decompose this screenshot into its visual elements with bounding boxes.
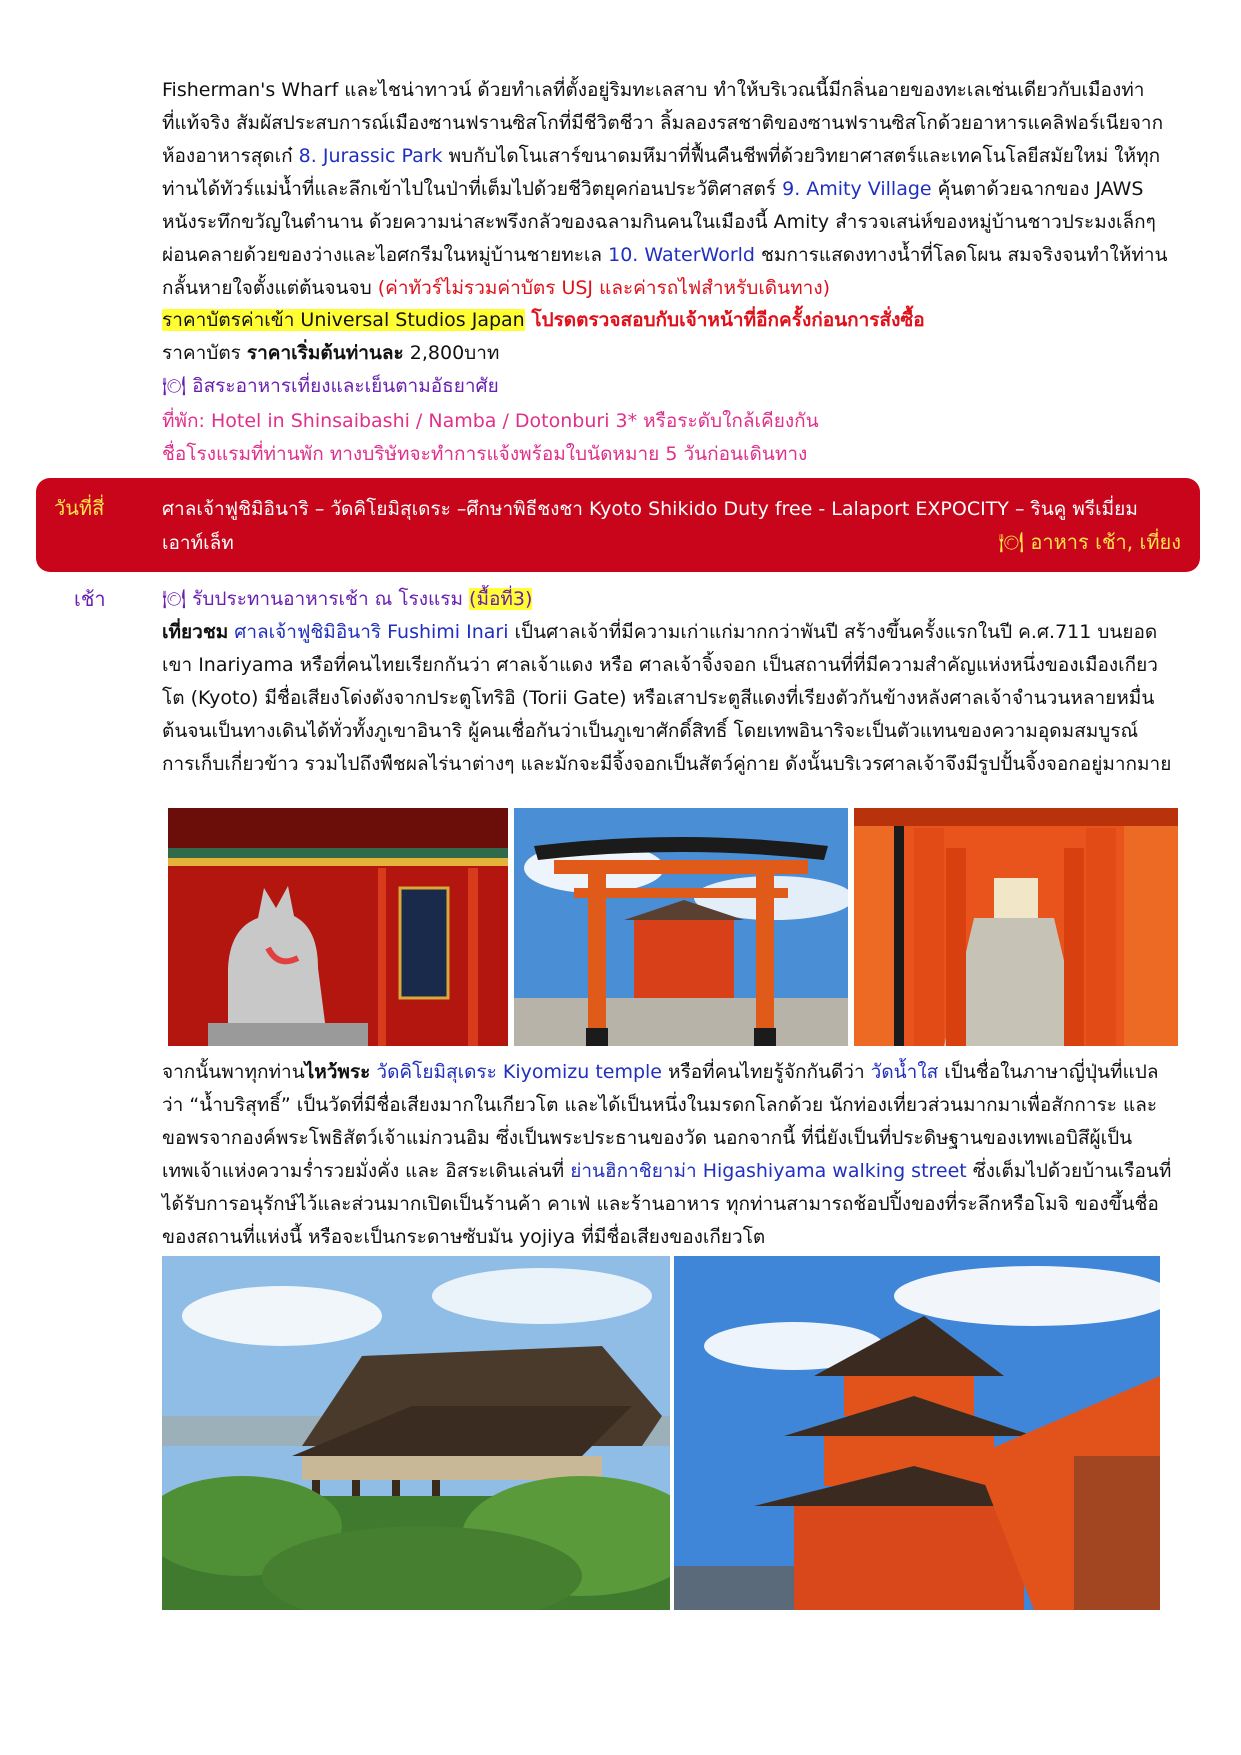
jurassic-park-link: 8. Jurassic Park [298,145,443,167]
fushimi-paragraph [162,616,1172,781]
breakfast-text: 🍽 รับประทานอาหารเช้า ณ โรงแรม [162,588,470,610]
fushimi-lead: เที่ยวชม [162,621,229,643]
kiyomizu-stage-photo [162,1256,670,1610]
ticket-line [162,304,925,337]
intro-text-3: คุ้นตาด้วยฉากของ JAWS หนังระทึกขวัญในตำนาน ด้วยความน่าสะพรึงกลัวของฉลามกินคนในเมืองนี้ Amity สำรวจเสน่ห์ของหมู่บ้านชาวประมงเล็กๆ ผ่อนคลายด้วยของว่างและไอศกรีมในหมู่บ้านชายทะเล [162,178,1156,266]
intro-text-1: Fisherman's Wharf และไชน่าทาวน์ ด้วยทำเลที่ตั้งอยู่ริมทะเลสาบ ทำให้บริเวณนี้มีกลิ่นอายของทะเลเช่นเดียวกับเมืองท่าที่แท้จริง สัมผัสประสบการณ์เมืองซานฟรานซิสโกที่มีชีวิตชีวา ลิ้มลองรสชาติของซานฟรานซิสโกด้วยอาหารแคลิฟอร์เนียจากห้องอาหารสุดเก๋ [162,79,1164,167]
kiyomizu-text-3: เป็นชื่อในภาษาญี่ปุ่นที่แปลว่า “น้ำบริสุทธิ์” เป็นวัดที่มีชื่อเสียงมากในเกียวโต และได้เป็นหนึ่งในมรดกโลกด้วย นักท่องเที่ยวส่วนมากมาเพื่อสักการะ และ ขอพรจากองค์พระโพธิสัตว์เจ้าแม่กวนอิม ซึ่งเป็นพระประธานของวัด นอกจากนี้ ที่นี่ยังเป็นที่ประดิษฐานของเทพเอบิสึผู้เป็นเทพเจ้าแห่งความร่ำรวยมั่งคั่ง และ อิสระเดินเล่นที่ [162,1061,1159,1182]
intro-paragraph [162,74,1172,305]
fox-statue-photo [168,808,508,1046]
kiyomizu-text-1: จากนั้นพาทุกท่าน [162,1061,305,1083]
kiyomizu-text-2: หรือที่คนไทยรู้จักกันดีว่า [662,1061,871,1083]
higashiyama-link: ย่านฮิกาชิยาม่า Higashiyama walking street [570,1160,967,1182]
fushimi-body: เป็นศาลเจ้าที่มีความเก่าแก่มากกว่าพันปี สร้างขึ้นครั้งแรกในปี ค.ศ.711 บนยอดเขา Inariyama หรือที่คนไทยเรียกกันว่า ศาลเจ้าแดง หรือ ศาลเจ้าจิ้งจอก เป็นสถานที่ที่มีความสำคัญแห่งหนึ่งของเมืองเกียวโต (Kyoto) มีชื่อเสียงโด่งดังจากประตูโทริอิ (Torii Gate) หรือเสาประตูสีแดงที่เรียงตัวกันข้างหลังศาลเจ้าจำนวนหลายหมื่นต้นจนเป็นทางเดินได้ทั่วทั้งภูเขาอินาริ ผู้คนเชื่อกันว่าเป็นภูเขาศักดิ์สิทธิ์ โดยเทพอินาริจะเป็นตัวแทนของความอุดมสมบูรณ์ การเก็บเกี่ยวข้าว รวมไปถึงพืชผลไร่นาต่างๆ และมักจะมีจิ้งจอกเป็นสัตว์คู่กาย ดังนั้นบริเวรศาลเจ้าจึงมีรูปปั้นจิ้งจอกอยู่มากมาย [162,621,1172,775]
amity-village-link: 9. Amity Village [782,178,932,200]
hotel-line-2: ชื่อโรงแรมที่ท่านพัก ทางบริษัทจะทำการแจ้งพร้อมใบนัดหมาย 5 วันก่อนเดินทาง [162,443,808,465]
tour-price-note: (ค่าทัวร์ไม่รวมค่าบัตร USJ และค่ารถไฟสำหรับเดินทาง) [377,277,831,299]
day-label: วันที่สี่ [54,496,105,520]
ticket-warning: โปรดตรวจสอบกับเจ้าหน้าที่อีกครั้งก่อนการสั่งซื้อ [524,309,925,331]
breakfast-line [162,583,532,616]
price-line [162,337,499,370]
kiyomizu-paragraph [162,1056,1172,1254]
clear-water-temple-link: วัดน้ำใส [870,1061,939,1083]
meals-free-line: 🍽 อิสระอาหารเที่ยงและเย็นตามอัธยาศัย [162,375,499,397]
kiyomizu-pagoda-photo [674,1256,1160,1610]
waterworld-link: 10. WaterWorld [608,244,755,266]
price-prefix: ราคาบัตร [162,342,247,364]
torii-tunnel-photo [854,808,1178,1046]
kiyomizu-text-4: ซึ่งเต็มไปด้วยบ้านเรือนที่ได้รับการอนุรักษ์ไว้และส่วนมากเปิดเป็นร้านค้า คาเฟ่ และร้านอาหาร ทุกท่านสามารถช้อปปิ้งของที่ระลึกหรือโมจิ ของขึ้นชื่อของสถานที่แห่งนี้ หรือจะเป็นกระดาษซับมัน yojiya ที่มีชื่อเสียงของเกียวโต [162,1160,1172,1248]
hotel-line-1: ที่พัก: Hotel in Shinsaibashi / Namba / Dotonburi 3* หรือระดับใกล้เคียงกัน [162,410,819,432]
morning-label: เช้า [74,587,106,611]
price-value: 2,800บาท [403,342,500,364]
day-title: ศาลเจ้าฟูชิมิอินาริ – วัดคิโยมิสุเดระ –ศึกษาพิธีชงชา Kyoto Shikido Duty free - Lalaport EXPOCITY – รินคู พรีเมี่ยม เอาท์เล็ท [162,498,1138,554]
intro-text-2: พบกับไดโนเสาร์ขนาดมหึมาที่ฟื้นคืนชีพที่ด้วยวิทยาศาสตร์และเทคโนโลยีสมัยใหม่ ให้ทุกท่านได้ทัวร์แม่น้ำที่และลึกเข้าไปในป่าที่เต็มไปด้วยชีวิตยุคก่อนประวัติศาสตร์ [162,145,1161,200]
ticket-highlight: ราคาบัตรค่าเข้า Universal Studios Japan [162,309,525,331]
day-meals: 🍽 อาหาร เช้า, เที่ยง [998,530,1181,554]
torii-gate-photo [514,808,848,1046]
intro-text-4: ชมการแสดงทางน้ำที่โลดโผน สมจริงจนทำให้ท่านกลั้นหายใจตั้งแต่ต้นจนจบ [162,244,1168,299]
kiyomizu-bold: ไหว้พระ [304,1061,371,1083]
price-bold: ราคาเริ่มต้นท่านละ [246,342,404,364]
breakfast-meal-number: (มื้อที่3) [469,588,533,610]
kiyomizu-temple-link: วัดคิโยมิสุเดระ Kiyomizu temple [370,1061,662,1083]
fushimi-name: ศาลเจ้าฟูชิมิอินาริ Fushimi Inari [228,621,509,643]
